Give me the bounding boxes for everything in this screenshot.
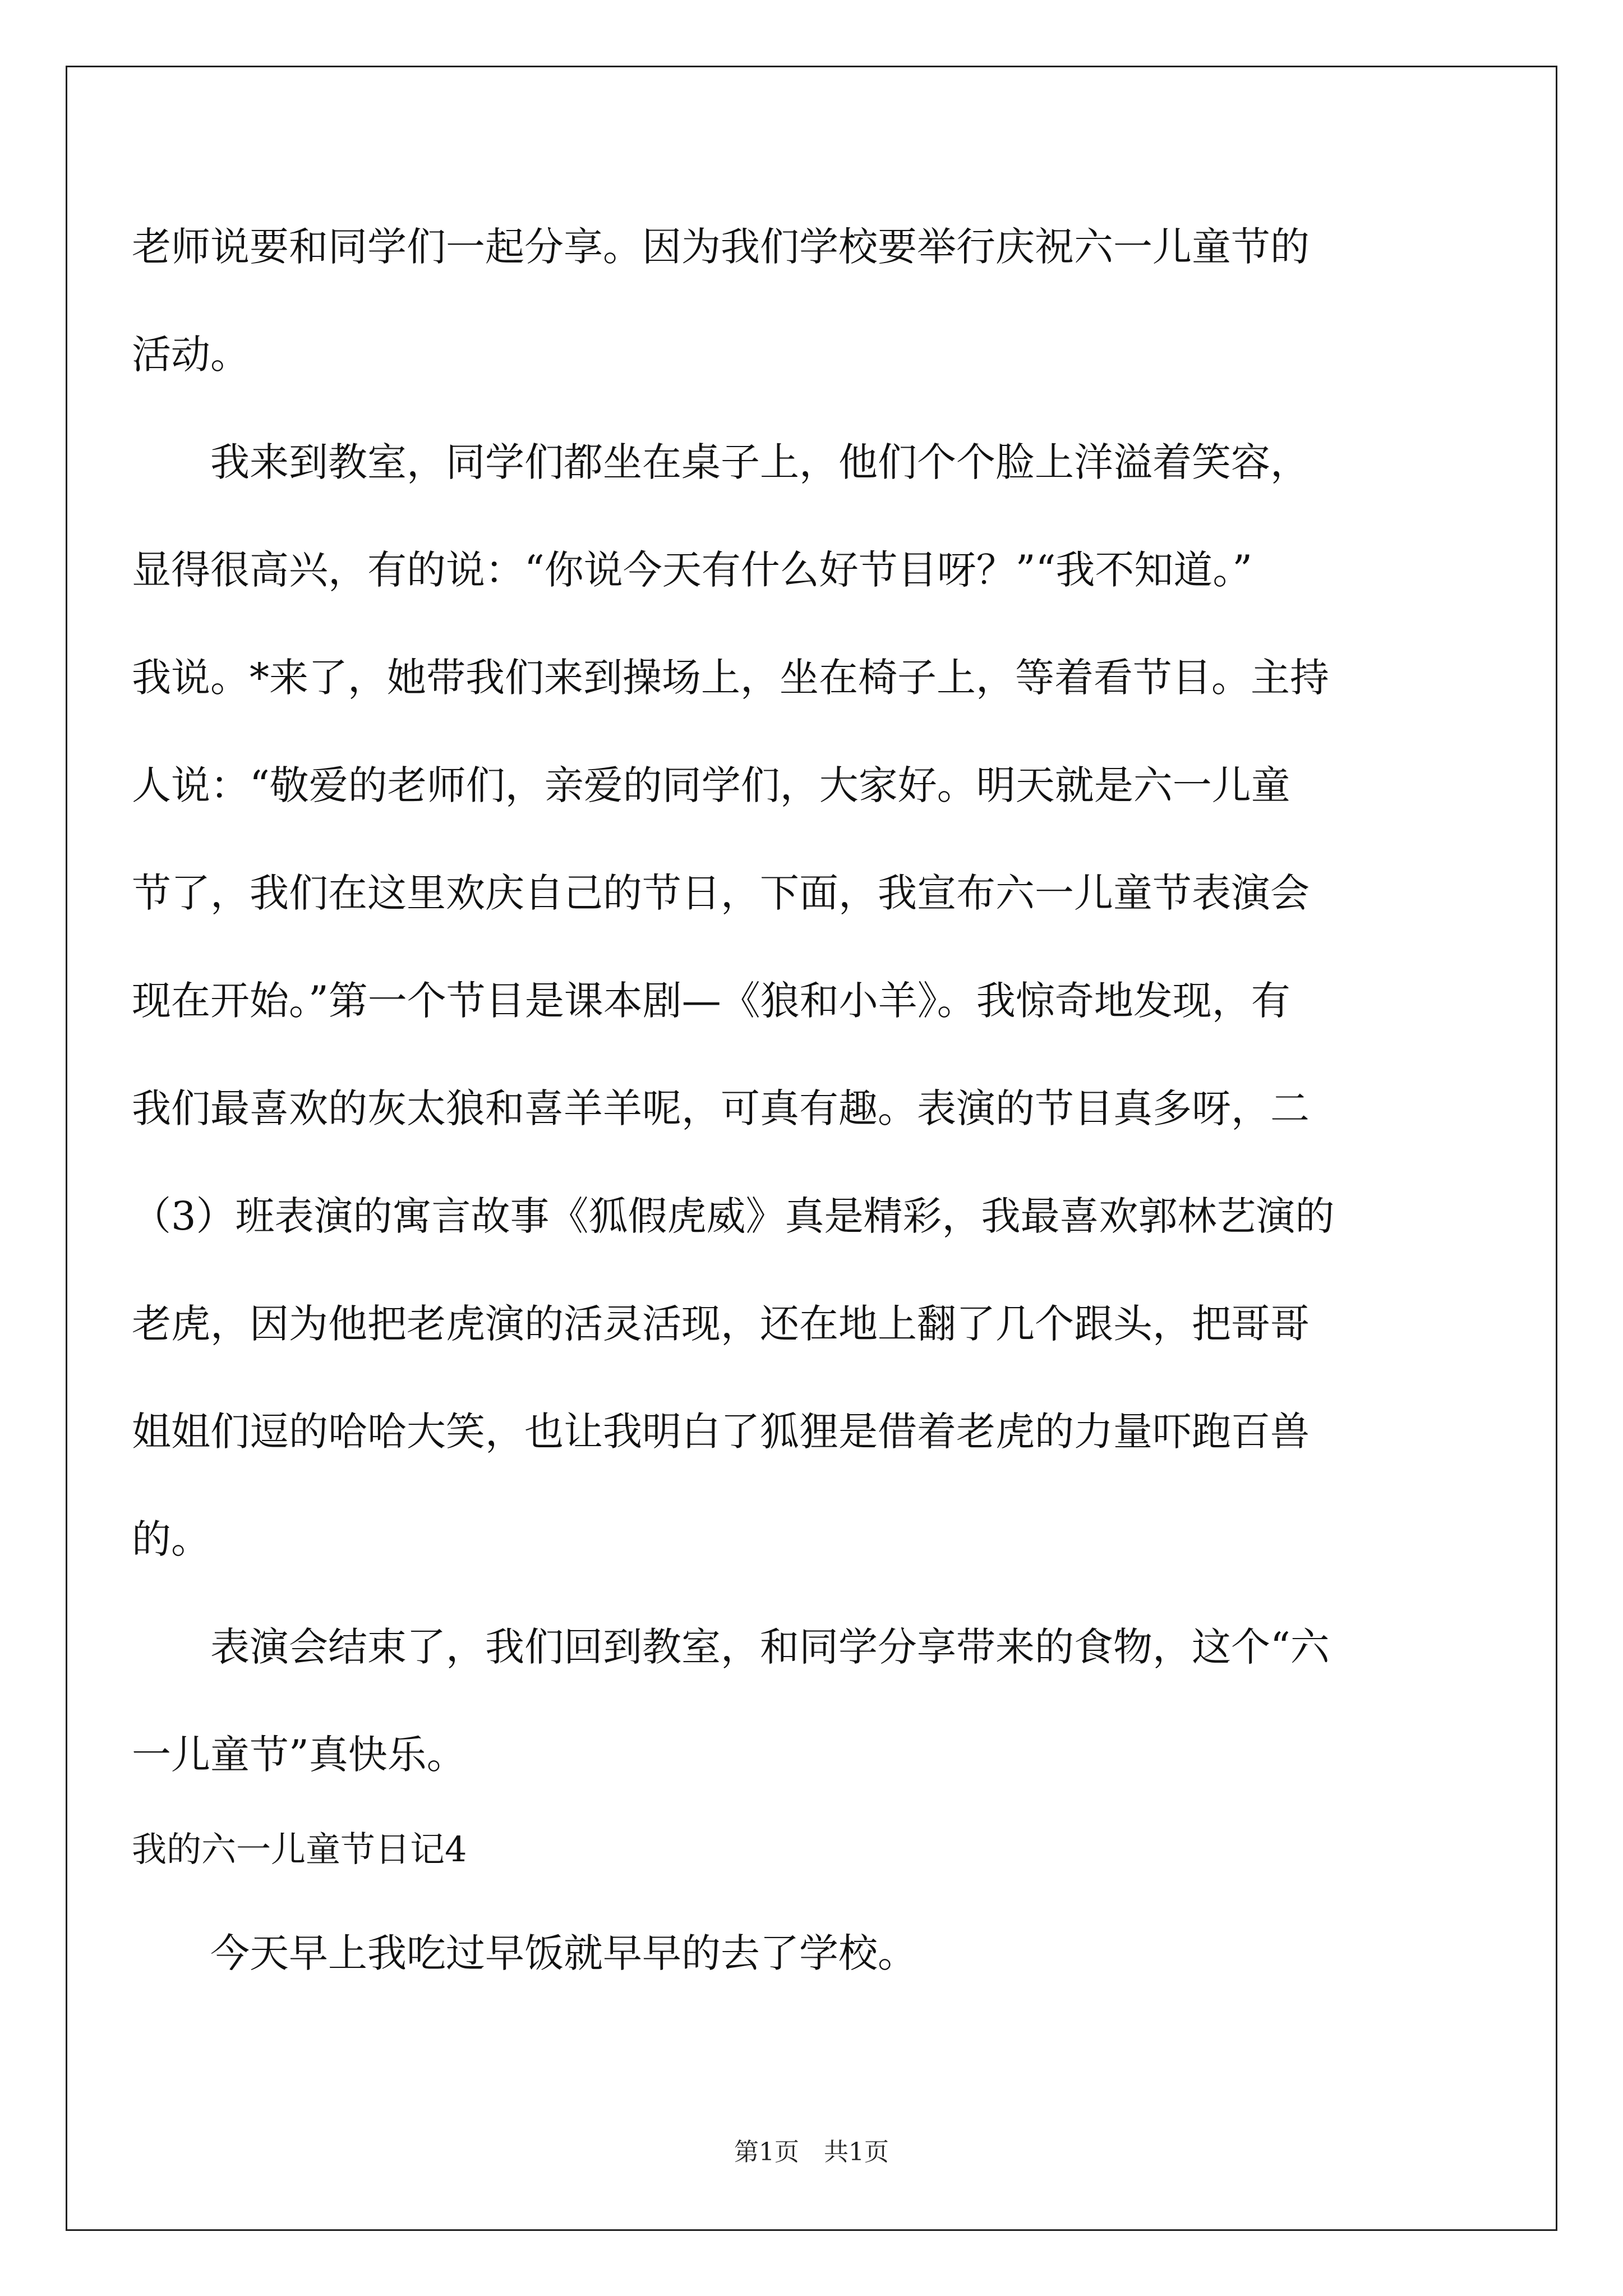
text-line: 一儿童节”真快乐。 [132, 1732, 466, 1778]
text-line: 现在开始。”第一个节目是课本剧—《狼和小羊》。我惊奇地发现，有 [132, 978, 1290, 1024]
text-line: 老师说要和同学们一起分享。因为我们学校要举行庆祝六一儿童节的 [132, 224, 1310, 270]
text-line: 我们最喜欢的灰太狼和喜羊羊呢，可真有趣。表演的节目真多呀，二 [132, 1085, 1310, 1131]
page-border [66, 66, 1557, 2231]
text-line: 的。 [132, 1516, 210, 1562]
text-line: 活动。 [132, 332, 250, 378]
text-line: 显得很高兴，有的说：“你说今天有什么好节目呀？”“我不知道。” [132, 547, 1253, 593]
text-line: （3）班表演的寓言故事《狐假虎威》真是精彩，我最喜欢郭林艺演的 [132, 1193, 1335, 1239]
section-heading: 我的六一儿童节日记4 [132, 1829, 467, 1870]
text-line: 我说。*来了，她带我们来到操场上，坐在椅子上，等着看节目。主持 [132, 655, 1329, 701]
text-line: 人说：“敬爱的老师们，亲爱的同学们，大家好。明天就是六一儿童 [132, 762, 1290, 808]
page-footer: 第1页 共1页 [734, 2138, 889, 2166]
text-line: 节了，我们在这里欢庆自己的节日，下面，我宣布六一儿童节表演会 [132, 870, 1310, 916]
text-line: 表演会结束了，我们回到教室，和同学分享带来的食物，这个“六 [132, 1624, 1330, 1670]
text-line: 今天早上我吃过早饭就早早的去了学校。 [132, 1930, 917, 1976]
text-line: 姐姐们逗的哈哈大笑，也让我明白了狐狸是借着老虎的力量吓跑百兽 [132, 1409, 1310, 1455]
text-line: 老虎，因为他把老虎演的活灵活现，还在地上翻了几个跟头，把哥哥 [132, 1301, 1310, 1347]
text-line: 我来到教室，同学们都坐在桌子上，他们个个脸上洋溢着笑容， [132, 439, 1310, 485]
